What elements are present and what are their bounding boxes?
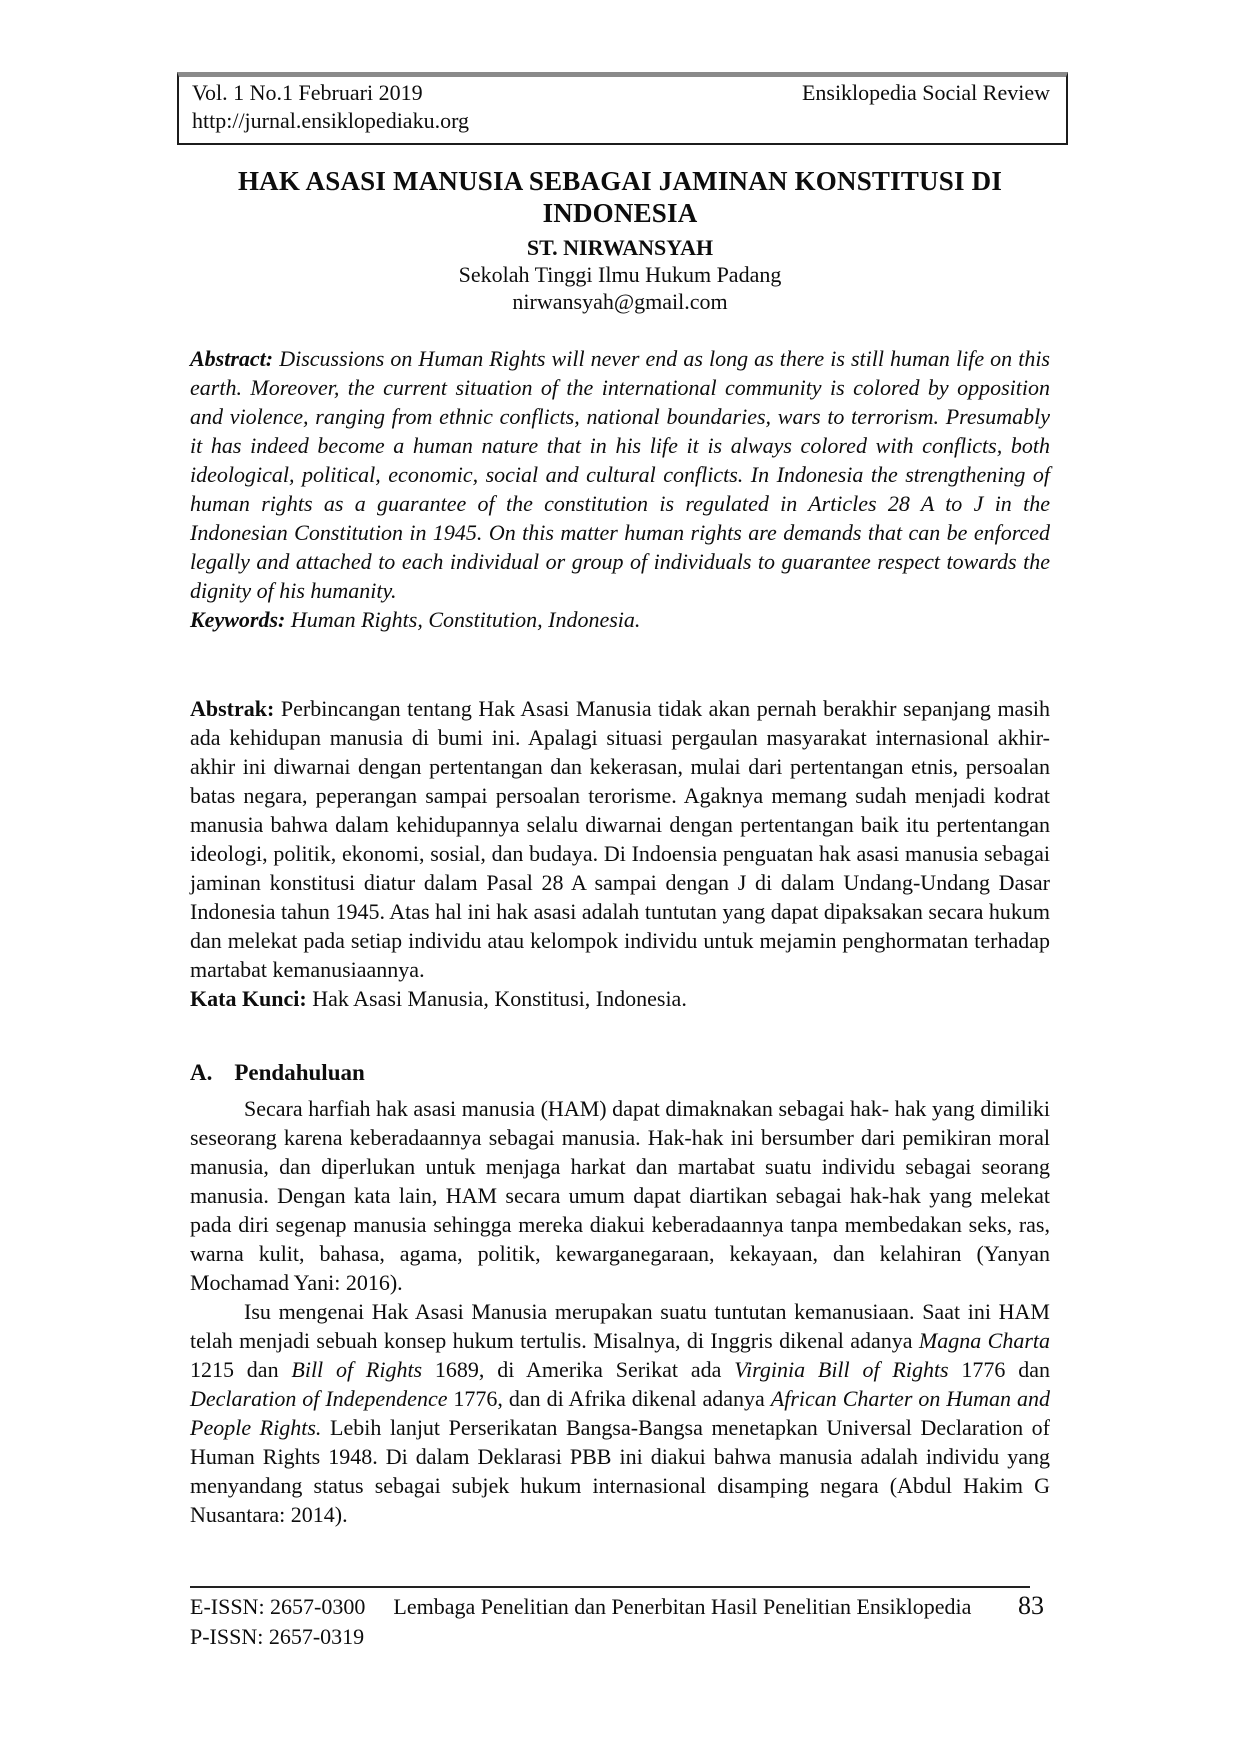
paragraph-intro-2: Isu mengenai Hak Asasi Manusia merupakan suatu tuntutan kemanusiaan. Saat ini HAM telah menjadi sebuah konsep hukum tertulis. Misalnya, di Inggris dikenal adanya Magna Charta 1215 dan Bill of Rights 1689, di Amerika Serikat ada Virginia Bill of Rights 1776 dan Declaration of Independence 1776, dan di Afrika dikenal adanya African Charter on Human and People Rights. Lebih lanjut Perserikatan Bangsa-Bangsa menetapkan Universal Declaration of Human Rights 1948. Di dalam Deklarasi PBB ini diakui bahwa manusia adalah individu yang menyandang status sebagai subjek hukum internasional disamping negara (Abdul Hakim G Nusantara: 2014). — [190, 1299, 1051, 1527]
journal-url: http://jurnal.ensiklopediaku.org — [192, 108, 469, 133]
footer-row-1 — [190, 1591, 1050, 1622]
abstract-en-paragraph: Abstract: Discussions on Human Rights will never end as long as there is still human life on this earth. Moreover, the current situation of the international community is colored by opposition and violence, ranging from ethnic conflicts, national boundaries, wars to terrorism. Presumably it has indeed become a human nature that in his life it is always colored with conflicts, both ideological, political, economic, social and cultural conflicts. In Indonesia the strengthening of human rights as a guarantee of the constitution is regulated in Articles 28 A to J in the Indonesian Constitution in 1945. On this matter human rights are demands that can be enforced legally and attached to each individual or group of individuals to guarantee respect towards the dignity of his humanity. — [190, 346, 1050, 603]
volume-info: Vol. 1 No.1 Februari 2019 — [192, 80, 423, 105]
eissn-label: E-ISSN: 2657-0300 — [190, 1594, 366, 1619]
pissn-label: P-ISSN: 2657-0319 — [190, 1624, 365, 1649]
author-email: nirwansyah@gmail.com — [512, 289, 728, 314]
keywords-en-line: Keywords: Human Rights, Constitution, Indonesia. — [190, 607, 641, 632]
section-title: Pendahuluan — [234, 1060, 365, 1085]
section-pendahuluan — [190, 1058, 1050, 1529]
abstract-indonesian-block — [190, 694, 1050, 1013]
section-label: A. — [190, 1060, 213, 1085]
abstract-id-paragraph: Abstrak: Perbincangan tentang Hak Asasi Manusia tidak akan pernah berakhir sepanjang masih ada kehidupan manusia di bumi ini. Apalagi situasi pergaulan masyarakat internasional akhir-akhir ini diwarnai dengan pertentangan dan kekerasan, mulai dari pertentangan etnis, persoalan batas negara, peperangan sampai persoalan terorisme. Agaknya memang sudah menjadi kodrat manusia bahwa dalam kehidupannya selalu diwarnai dengan pertentangan baik itu pertentangan ideologi, politik, ekonomi, sosial, dan budaya. Di Indoensia penguatan hak asasi manusia sebagai jaminan konstitusi diatur dalam Pasal 28 A sampai dengan J di dalam Undang-Undang Dasar Indonesia tahun 1945. Atas hal ini hak asasi adalah tuntutan yang dapat dipaksakan secara hukum dan melekat pada setiap individu atau kelompok individu untuk mejamin penghormatan terhadap martabat kemanusiaannya. — [190, 696, 1050, 982]
publisher-name: Lembaga Penelitian dan Penerbitan Hasil Penelitian Ensiklopedia — [393, 1594, 972, 1619]
footer-rule — [190, 1586, 1030, 1588]
keywords-id-line: Kata Kunci: Hak Asasi Manusia, Konstitusi, Indonesia. — [190, 986, 687, 1011]
abstract-english-block — [190, 344, 1050, 634]
journal-header-box — [177, 72, 1068, 145]
section-heading — [190, 1058, 1050, 1087]
article-title: HAK ASASI MANUSIA SEBAGAI JAMINAN KONSTITUSI DI INDONESIA — [237, 166, 1003, 228]
page-number: 83 — [1018, 1591, 1044, 1620]
author-name: ST. NIRWANSYAH — [526, 235, 714, 260]
page-footer — [190, 1586, 1050, 1652]
footer-row-2 — [190, 1622, 1050, 1652]
author-block — [190, 234, 1050, 315]
paragraph-intro-1: Secara harfiah hak asasi manusia (HAM) dapat dimaknakan sebagai hak- hak yang dimiliki seseorang karena keberadaannya sebagai manusia. Hak-hak ini bersumber dari pemikiran moral manusia, dan diperlukan untuk menjaga harkat dan martabat suatu individu sebagai seorang manusia. Dengan kata lain, HAM secara umum dapat diartikan sebagai hak-hak yang melekat pada diri segenap manusia sehingga mereka diakui keberadaannya tanpa membedakan seks, ras, warna kulit, bahasa, agama, politik, kewarganegaraan, kekayaan, dan kelahiran (Yanyan Mochamad Yani: 2016). — [190, 1096, 1050, 1295]
journal-name: Ensiklopedia Social Review — [801, 80, 1050, 105]
journal-header-row — [192, 79, 1050, 107]
author-affiliation: Sekolah Tinggi Ilmu Hukum Padang — [458, 262, 782, 287]
